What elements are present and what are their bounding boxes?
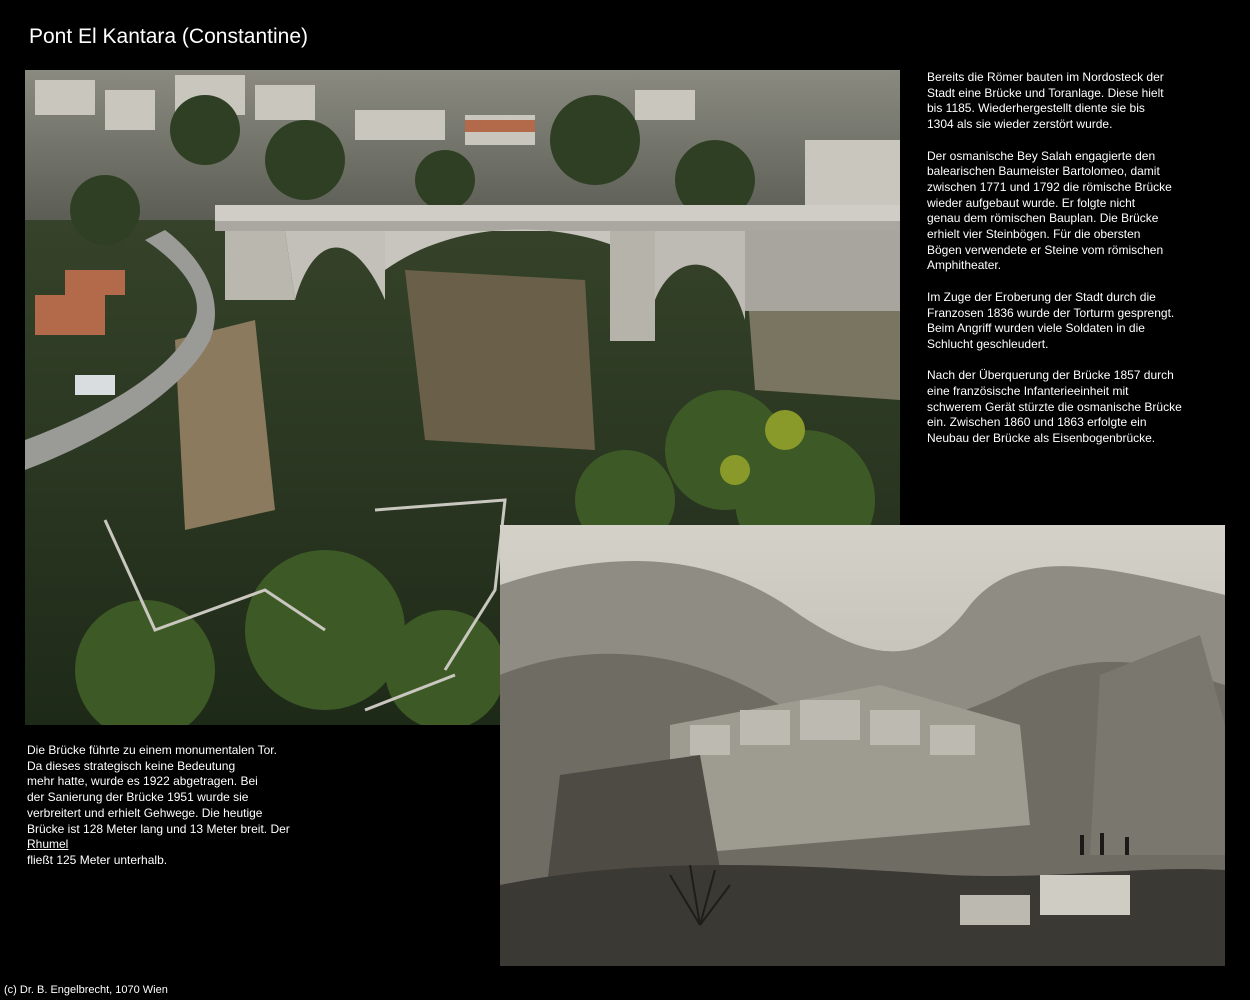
- history-text-right: [927, 70, 1227, 447]
- text-line: Der osmanische Bey Salah engagierte den: [927, 148, 1156, 163]
- history-text-left: [27, 743, 317, 869]
- text-line: 1304 als sie wieder zerstört wurde.: [927, 117, 1113, 132]
- text-line: Nach der Überquerung der Brücke 1857 durch: [927, 368, 1174, 383]
- engraving-image: [500, 525, 1225, 966]
- text-line: zwischen 1771 und 1792 die römische Brücke: [927, 179, 1172, 194]
- text-line: Schlucht geschleudert.: [927, 336, 1049, 351]
- text-line: bis 1185. Wiederhergestellt diente sie bis: [927, 101, 1145, 116]
- text-line: ein. Zwischen 1860 und 1863 erfolgte ein: [927, 415, 1147, 430]
- paragraph: [927, 70, 1227, 133]
- text-line: Bögen verwendete er Steine vom römischen: [927, 242, 1164, 257]
- text-line: mehr hatte, wurde es 1922 abgetragen. Bei: [27, 774, 258, 789]
- text-line: Beim Angriff wurden viele Soldaten in die: [927, 321, 1145, 336]
- text-line: balearischen Baumeister Bartolomeo, damit: [927, 164, 1160, 179]
- engraving-graphic: [500, 525, 1225, 966]
- text-line: wieder aufgebaut wurde. Er folgte nicht: [927, 195, 1136, 210]
- text-line: Die Brücke führte zu einem monumentalen Tor.: [27, 743, 277, 757]
- text-line: Franzosen 1836 wurde der Torturm gesprengt.: [927, 305, 1175, 320]
- text-line: Bereits die Römer bauten im Nordosteck der: [927, 70, 1164, 84]
- text-line: Im Zuge der Eroberung der Stadt durch die: [927, 289, 1156, 304]
- paragraph: [927, 149, 1227, 275]
- text-line: Brücke ist 128 Meter lang und 13 Meter breit. Der: [27, 821, 290, 836]
- text-line: Da dieses strategisch keine Bedeutung: [27, 758, 236, 773]
- text-line: Neubau der Brücke als Eisenbogenbrücke.: [927, 431, 1156, 446]
- paragraph: [927, 368, 1227, 447]
- text-line: der Sanierung der Brücke 1951 wurde sie: [27, 790, 249, 805]
- text-line: eine französische Infanterieeinheit mit: [927, 384, 1129, 399]
- page-title: Pont El Kantara (Constantine): [29, 25, 308, 48]
- text-line: Amphitheater.: [927, 258, 1002, 273]
- paragraph: [927, 290, 1227, 353]
- text-line: erhielt vier Steinbögen. Für die obersten: [927, 227, 1141, 242]
- text-line: Stadt eine Brücke und Toranlage. Diese hielt: [927, 85, 1164, 100]
- copyright-footer: (c) Dr. B. Engelbrecht, 1070 Wien: [4, 984, 168, 996]
- text-line: fließt 125 Meter unterhalb.: [27, 852, 168, 867]
- text-line: verbreitert und erhielt Gehwege. Die heutige: [27, 805, 263, 820]
- text-line: genau dem römischen Bauplan. Die Brücke: [927, 211, 1159, 226]
- rhumel-link[interactable]: Rhumel: [27, 837, 69, 852]
- text-line: schwerem Gerät stürzte die osmanische Brücke: [927, 399, 1182, 414]
